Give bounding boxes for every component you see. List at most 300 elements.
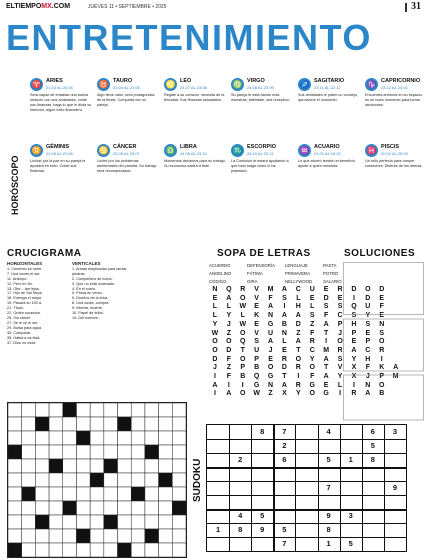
word-search-letter[interactable]: J [338,329,342,337]
crossword-cell[interactable] [35,473,49,487]
sudoku-cell[interactable]: 4 [238,511,243,520]
crossword-cell[interactable] [172,543,186,557]
crossword-cell[interactable] [63,515,77,529]
word-search-letter[interactable]: Z [268,390,273,398]
word-search-letter[interactable]: Y [226,312,232,320]
word-search-letter[interactable]: X [351,373,357,380]
word-search-letter[interactable]: N [281,329,287,337]
word-search-letter[interactable]: X [351,364,357,372]
crossword-cell[interactable] [159,403,173,417]
sudoku-cell[interactable] [318,467,340,481]
word-search-letter[interactable]: O [240,329,246,337]
sudoku-cell[interactable]: 7 [282,427,287,436]
word-search-letter[interactable]: R [281,355,287,363]
crossword-cell[interactable] [22,459,36,473]
word-search-letter[interactable]: N [212,286,218,293]
crossword-cell[interactable] [8,403,22,417]
word-search-letter[interactable]: X [282,390,287,398]
sudoku-cell[interactable]: 8 [260,427,265,436]
word-search-letter[interactable]: O [240,355,246,363]
sudoku-cell[interactable]: 5 [260,511,265,520]
word-search-letter[interactable]: C [337,312,343,320]
sudoku-cell[interactable] [251,537,273,551]
crossword-cell[interactable] [118,501,132,515]
word-search-letter[interactable]: L [212,303,218,311]
sudoku-cell[interactable] [229,495,251,509]
word-search-letter[interactable]: U [365,303,371,311]
crossword-cell[interactable] [118,459,132,473]
crossword-cell[interactable] [63,543,77,557]
sudoku-cell[interactable] [384,453,406,467]
crossword-cell[interactable] [104,529,118,543]
word-search-letter[interactable]: E [379,294,385,302]
crossword-cell[interactable] [118,431,132,445]
crossword-cell[interactable] [104,501,118,515]
word-search-letter[interactable]: C [309,346,315,354]
word-search-letter[interactable]: L [337,381,343,389]
sudoku-cell[interactable] [295,509,317,523]
sudoku-cell[interactable] [251,481,273,495]
word-search-letter[interactable]: A [281,381,287,389]
sudoku-cell[interactable] [229,537,251,551]
word-search-letter[interactable]: Y [365,312,371,320]
sudoku-cell[interactable] [362,509,384,523]
word-search-letter[interactable]: A [351,346,357,354]
crossword-cell[interactable] [35,487,49,501]
word-search-letter[interactable]: D [281,364,287,372]
word-search-letter[interactable]: O [309,364,315,372]
word-search-letter[interactable]: A [226,294,232,302]
word-search-letter[interactable]: V [337,364,343,372]
word-search-letter[interactable]: I [325,338,328,346]
word-search-letter[interactable]: M [392,373,399,380]
word-search-letter[interactable]: J [212,364,217,372]
crossword-cell[interactable] [172,403,186,417]
sudoku-cell[interactable]: 2 [238,455,243,464]
crossword-cell[interactable] [63,529,77,543]
word-search-letter[interactable]: Z [226,329,231,337]
sudoku-cell[interactable] [384,509,406,523]
word-search-letter[interactable]: A [226,390,232,398]
sudoku-cell[interactable] [251,467,273,481]
sudoku-cell[interactable]: 8 [370,455,375,464]
crossword-cell[interactable] [159,431,173,445]
word-search-letter[interactable]: I [339,390,342,398]
crossword-cell[interactable] [118,403,132,417]
sudoku-cell[interactable] [295,523,317,537]
sudoku-cell[interactable] [207,453,229,467]
sudoku-cell[interactable] [362,495,384,509]
crossword-cell[interactable] [118,473,132,487]
word-search-letter[interactable]: B [240,373,246,380]
crossword-cell[interactable] [35,529,49,543]
sudoku-cell[interactable] [362,481,384,495]
word-search-letter[interactable]: D [351,286,357,293]
crossword-cell[interactable] [76,445,90,459]
crossword-cell[interactable] [145,473,159,487]
crossword-cell[interactable] [63,417,77,431]
crossword-cell[interactable] [131,459,145,473]
word-search-letter[interactable]: L [226,303,231,311]
word-search-letter[interactable]: Y [309,355,315,363]
crossword-cell[interactable] [145,403,159,417]
crossword-cell[interactable] [145,543,159,557]
sudoku-cell[interactable] [362,467,384,481]
word-search-letter[interactable]: S [379,329,385,337]
crossword-cell[interactable] [76,403,90,417]
crossword-cell[interactable] [131,431,145,445]
crossword-cell[interactable] [159,543,173,557]
word-search-letter[interactable]: U [254,346,260,354]
word-search-letter[interactable]: U [268,329,274,337]
word-search-letter[interactable]: U [309,286,315,293]
word-search-letter[interactable]: K [379,364,385,372]
crossword-cell[interactable] [90,501,104,515]
word-search-letter[interactable]: S [282,294,287,302]
word-search-letter[interactable]: J [226,320,231,328]
word-search-letter[interactable]: O [240,294,246,302]
word-search-letter[interactable]: I [283,303,286,311]
word-search-letter[interactable]: I [352,381,355,389]
word-search-letter[interactable]: W [239,303,247,311]
word-search-letter[interactable]: R [337,346,343,354]
crossword-cell[interactable] [76,515,90,529]
crossword-cell[interactable] [76,473,90,487]
sudoku-cell[interactable] [340,425,362,439]
word-search-letter[interactable]: S [254,338,259,346]
crossword-cell[interactable] [145,459,159,473]
sudoku-cell[interactable] [362,537,384,551]
crossword-cell[interactable] [90,487,104,501]
sudoku-cell[interactable] [229,439,251,453]
word-search-letter[interactable]: A [268,303,274,311]
sudoku-cell[interactable] [207,439,229,453]
sudoku-cell[interactable] [340,439,362,453]
word-search-letter[interactable]: O [295,355,302,363]
crossword-cell[interactable] [22,501,36,515]
crossword-cell[interactable] [63,445,77,459]
word-search-letter[interactable]: V [254,329,259,337]
word-search-letter[interactable]: R [337,286,343,293]
sudoku-cell[interactable]: 9 [326,511,331,520]
word-search-letter[interactable]: G [309,381,315,389]
word-search-letter[interactable]: T [282,373,287,380]
word-search-letter[interactable]: I [241,381,244,389]
crossword-cell[interactable] [159,445,173,459]
crossword-cell[interactable] [63,431,77,445]
sudoku-cell[interactable]: 3 [348,511,353,520]
sudoku-cell[interactable] [251,453,273,467]
sudoku-cell[interactable] [295,481,317,495]
crossword-cell[interactable] [131,417,145,431]
sudoku-cell[interactable] [362,523,384,537]
word-search-letter[interactable]: E [365,329,371,337]
crossword-cell[interactable] [90,431,104,445]
word-search-letter[interactable]: O [365,286,371,293]
sudoku-cell[interactable]: 4 [326,427,331,436]
word-search-letter[interactable]: D [212,355,218,363]
sudoku-cell[interactable]: 1 [326,539,331,548]
crossword-cell[interactable] [35,431,49,445]
word-search-letter[interactable]: P [365,338,371,346]
sudoku-cell[interactable] [295,425,317,439]
crossword-cell[interactable] [172,459,186,473]
sudoku-cell[interactable] [318,439,340,453]
sudoku-cell[interactable] [207,467,229,481]
crossword-cell[interactable] [90,543,104,557]
sudoku-cell[interactable] [273,481,295,495]
word-search-letter[interactable]: R [240,286,246,293]
word-search-letter[interactable]: Z [310,320,315,328]
word-search-letter[interactable]: B [281,320,287,328]
crossword-cell[interactable] [131,403,145,417]
crossword-cell[interactable] [131,543,145,557]
word-search-letter[interactable]: O [267,364,274,372]
crossword-cell[interactable] [76,459,90,473]
word-search-letter[interactable]: L [310,303,315,311]
word-search-letter[interactable]: S [337,355,343,363]
word-search-letter[interactable]: Z [296,329,301,337]
crossword-cell[interactable] [22,417,36,431]
crossword-cell[interactable] [118,487,132,501]
crossword-cell[interactable] [8,417,22,431]
crossword-cell[interactable] [90,515,104,529]
word-search-letter[interactable]: E [309,294,315,302]
crossword-cell[interactable] [22,529,36,543]
crossword-cell[interactable] [8,515,22,529]
word-search-letter[interactable]: S [365,320,371,328]
word-search-letter[interactable]: A [295,312,301,320]
crossword-cell[interactable] [63,473,77,487]
crossword-cell[interactable] [8,501,22,515]
sudoku-cell[interactable] [318,495,340,509]
sudoku-cell[interactable] [207,509,229,523]
word-search-letter[interactable]: R [379,346,385,354]
crossword-cell[interactable] [118,529,132,543]
crossword-cell[interactable] [35,403,49,417]
crossword-cell[interactable] [159,487,173,501]
crossword-cell[interactable] [172,473,186,487]
crossword-cell[interactable] [118,515,132,529]
crossword-cell[interactable] [90,403,104,417]
crossword-cell[interactable] [76,417,90,431]
crossword-cell[interactable] [49,473,63,487]
word-search-letter[interactable]: E [323,286,329,293]
sudoku-cell[interactable] [295,439,317,453]
word-search-letter[interactable]: J [268,346,273,354]
sudoku-cell[interactable]: 7 [282,539,287,548]
word-search-letter[interactable]: G [267,373,274,380]
sudoku-cell[interactable] [340,481,362,495]
sudoku-cell[interactable] [229,481,251,495]
word-search-letter[interactable]: F [310,373,315,380]
word-search-letter[interactable]: F [268,294,273,302]
crossword-cell[interactable] [104,473,118,487]
crossword-cell[interactable] [145,501,159,515]
crossword-cell[interactable] [104,417,118,431]
crossword-cell[interactable] [104,403,118,417]
word-search-letter[interactable]: V [254,294,259,302]
word-search-letter[interactable]: F [226,355,231,363]
word-search-letter[interactable]: S [309,312,315,320]
word-search-letter[interactable]: S [337,303,343,311]
crossword-cell[interactable] [90,529,104,543]
word-search-letter[interactable]: K [254,312,260,320]
sudoku-cell[interactable]: 3 [392,427,397,436]
crossword-cell[interactable] [145,487,159,501]
word-search-letter[interactable]: E [351,338,357,346]
sudoku-cell[interactable] [229,425,251,439]
word-search-letter[interactable]: E [282,346,287,354]
crossword-cell[interactable] [35,501,49,515]
crossword-cell[interactable] [172,417,186,431]
sudoku-cell[interactable]: 9 [392,483,397,492]
word-search-letter[interactable]: O [309,390,315,398]
word-search-letter[interactable]: I [213,390,216,398]
word-search-letter[interactable]: P [351,329,357,337]
word-search-letter[interactable]: C [365,346,371,354]
word-search-letter[interactable]: E [268,355,273,363]
word-search-letter[interactable]: A [281,312,287,320]
word-search-letter[interactable]: G [323,390,329,398]
word-search-letter[interactable]: I [227,381,230,389]
crossword-cell[interactable] [49,431,63,445]
word-search-letter[interactable]: C [295,286,301,293]
sudoku-cell[interactable]: 8 [326,525,331,534]
word-search-letter[interactable]: T [323,329,329,337]
word-search-letter[interactable]: P [254,355,259,363]
sudoku-cell[interactable] [251,439,273,453]
sudoku-cell[interactable] [384,439,406,453]
crossword-cell[interactable] [35,459,49,473]
crossword-cell[interactable] [159,501,173,515]
word-search-letter[interactable]: E [323,381,329,389]
sudoku-cell[interactable]: 6 [370,427,375,436]
crossword-cell[interactable] [145,417,159,431]
word-search-letter[interactable]: S [323,303,329,311]
word-search-letter[interactable]: I [297,373,300,380]
word-search-letter[interactable]: L [282,338,287,346]
sudoku-cell[interactable] [295,453,317,467]
crossword-cell[interactable] [131,515,145,529]
word-search-letter[interactable]: B [379,390,385,398]
word-search-letter[interactable]: I [352,294,355,302]
sudoku-cell[interactable]: 5 [370,441,375,450]
word-search-letter[interactable]: Q [253,373,260,380]
word-search-letter[interactable]: F [310,329,315,337]
crossword-cell[interactable] [172,529,186,543]
word-search-letter[interactable]: Q [240,338,246,346]
crossword-cell[interactable] [131,501,145,515]
word-search-letter[interactable]: A [268,338,274,346]
word-search-letter[interactable]: F [323,312,329,320]
word-search-letter[interactable]: N [268,312,274,320]
crossword-cell[interactable] [49,543,63,557]
crossword-cell[interactable] [49,403,63,417]
crossword-cell[interactable] [35,445,49,459]
sudoku-cell[interactable] [295,537,317,551]
word-search-letter[interactable]: E [212,294,218,302]
sudoku-cell[interactable]: 5 [282,525,287,534]
word-search-letter[interactable]: R [309,338,315,346]
word-search-letter[interactable]: Q [351,303,357,311]
sudoku-cell[interactable] [295,467,317,481]
word-search-letter[interactable]: S [351,312,357,320]
sudoku-cell[interactable]: 5 [348,539,353,548]
crossword-cell[interactable] [8,459,22,473]
crossword-cell[interactable] [49,487,63,501]
crossword-cell[interactable] [172,487,186,501]
word-search-letter[interactable]: H [365,355,371,363]
word-search-letter[interactable]: A [323,320,329,328]
word-search-letter[interactable]: I [380,355,383,363]
word-search-letter[interactable]: T [323,364,329,372]
sudoku-cell[interactable] [207,425,229,439]
sudoku-cell[interactable] [340,495,362,509]
sudoku-cell[interactable]: 7 [326,483,331,492]
crossword-cell[interactable] [118,445,132,459]
crossword-cell[interactable] [22,403,36,417]
sudoku-cell[interactable] [295,495,317,509]
crossword-cell[interactable] [76,501,90,515]
crossword-cell[interactable] [90,417,104,431]
crossword-cell[interactable] [159,459,173,473]
word-search-letter[interactable]: O [212,338,218,346]
sudoku-cell[interactable]: 2 [282,441,287,450]
crossword-cell[interactable] [104,445,118,459]
sudoku-cell[interactable] [384,467,406,481]
word-search-letter[interactable]: L [212,312,218,320]
crossword-cell[interactable] [22,445,36,459]
word-search-letter[interactable]: D [379,286,385,293]
word-search-letter[interactable]: D [295,320,301,328]
crossword-cell[interactable] [8,431,22,445]
crossword-cell[interactable] [131,445,145,459]
word-search-letter[interactable]: A [323,355,329,363]
word-search-letter[interactable]: A [295,338,301,346]
word-search-letter[interactable]: Q [226,286,232,293]
crossword-cell[interactable] [159,515,173,529]
word-search-letter[interactable]: P [337,320,343,328]
word-search-letter[interactable]: V [254,286,259,293]
sudoku-cell[interactable] [340,467,362,481]
word-search-letter[interactable]: T [296,346,301,354]
crossword-cell[interactable] [49,501,63,515]
crossword-cell[interactable] [76,543,90,557]
sudoku-cell[interactable] [273,467,295,481]
crossword-cell[interactable] [35,543,49,557]
word-search-letter[interactable]: G [267,320,274,328]
word-search-letter[interactable]: D [226,346,232,354]
crossword-grid[interactable] [7,402,187,558]
sudoku-cell[interactable]: 5 [326,455,331,464]
crossword-cell[interactable] [22,431,36,445]
word-search-letter[interactable]: O [240,390,246,398]
word-search-letter[interactable]: A [323,373,329,380]
sudoku-cell[interactable]: 8 [238,525,243,534]
word-search-letter[interactable]: O [337,338,343,346]
crossword-cell[interactable] [8,529,22,543]
crossword-cell[interactable] [49,529,63,543]
word-search-letter[interactable]: F [365,364,370,372]
crossword-cell[interactable] [22,473,36,487]
crossword-cell[interactable] [8,487,22,501]
sudoku-cell[interactable] [229,467,251,481]
word-search-letter[interactable]: F [379,303,384,311]
sudoku-cell[interactable]: 1 [348,455,353,464]
crossword-cell[interactable] [49,417,63,431]
sudoku-cell[interactable] [207,495,229,509]
